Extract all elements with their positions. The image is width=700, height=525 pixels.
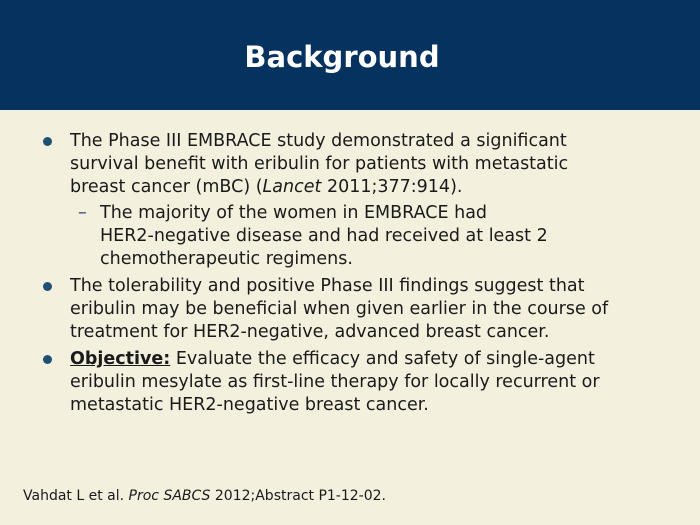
bullet-line: survival benefit with eribulin for patients with metastatic [70, 154, 569, 174]
bullet-line: The tolerability and positive Phase III findings suggest that [70, 276, 585, 296]
bullet-line: The Phase III EMBRACE study demonstrated a significant [70, 131, 567, 151]
bullet-tolerability [70, 275, 670, 344]
text-run: 2011;377:914). [321, 177, 463, 197]
text-run: breast cancer (mBC) ( [70, 177, 263, 197]
journal-name: Proc SABCS [128, 488, 211, 504]
subbullet-line: The majority of the women in EMBRACE had [100, 203, 488, 223]
bullet-line: metastatic HER2-negative breast cancer. [70, 395, 429, 415]
text-run: Evaluate the efficacy and safety of single-agent [170, 349, 595, 369]
subbullet-her2-majority [78, 202, 660, 271]
bullet-embrace-study [70, 130, 670, 199]
slide-title: Background [244, 40, 440, 74]
objective-label: Objective: [70, 349, 171, 369]
bullet-dot-icon [43, 137, 52, 146]
bullet-objective [70, 348, 670, 417]
journal-name: Lancet [262, 177, 322, 197]
bullet-dot-icon [43, 355, 52, 364]
bullet-line [70, 176, 670, 199]
subbullet-line: HER2-negative disease and had received at least 2 [100, 226, 548, 246]
title-bar [0, 0, 700, 110]
text-run: 2012;Abstract P1-12-02. [210, 488, 386, 504]
dash-bullet-icon: – [78, 203, 87, 223]
subbullet-line: chemotherapeutic regimens. [100, 249, 353, 269]
bullet-line [70, 348, 670, 371]
bullet-line: eribulin may be beneficial when given earlier in the course of [70, 299, 609, 319]
citation-footer [23, 487, 386, 505]
text-run: Vahdat L et al. [23, 488, 129, 504]
bullet-line: eribulin mesylate as first-line therapy for locally recurrent or [70, 372, 600, 392]
bullet-dot-icon [43, 282, 52, 291]
bullet-line: treatment for HER2-negative, advanced breast cancer. [70, 322, 550, 342]
